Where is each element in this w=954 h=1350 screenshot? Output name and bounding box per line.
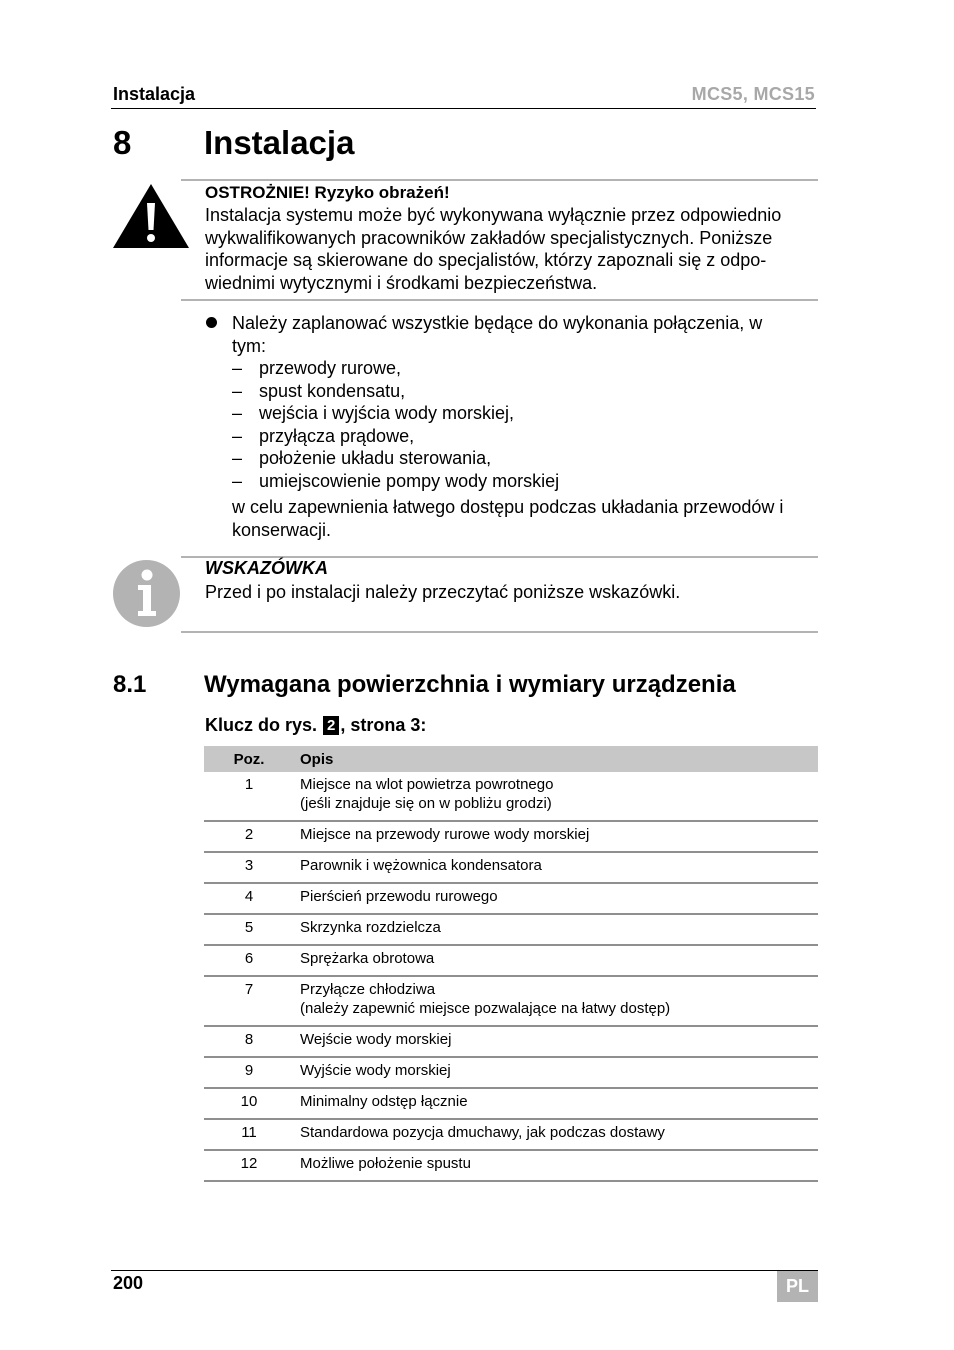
language-badge: PL [777, 1271, 818, 1302]
description-line: Miejsce na wlot powietrza powrotnego [300, 776, 554, 793]
cell-description [294, 772, 818, 821]
cell-description [294, 914, 818, 945]
list-item [232, 470, 559, 493]
cell-description [294, 1150, 818, 1181]
cell-description [294, 852, 818, 883]
cell-description [294, 945, 818, 976]
figure-key-prefix: Klucz do rys. [205, 715, 318, 735]
dash-list [232, 357, 559, 493]
section-title: Instalacja [204, 124, 355, 161]
table-row [204, 1057, 818, 1088]
table-row [204, 1150, 818, 1181]
bullet-line: Należy zaplanować wszystkie będące do wykonania połączenia, w [232, 313, 763, 333]
info-icon [113, 560, 180, 627]
description-line: Przyłącze chłodziwa [300, 981, 436, 998]
table-row [204, 945, 818, 976]
description-line: Wyjście wody morskiej [300, 1062, 451, 1079]
cell-position: 8 [204, 1026, 294, 1057]
cell-position: 11 [204, 1119, 294, 1150]
warning-top-divider [181, 179, 818, 181]
cell-description [294, 1057, 818, 1088]
description-line: Pierścień przewodu rurowego [300, 888, 498, 905]
column-header-position: Poz. [204, 746, 294, 772]
list-item [232, 447, 559, 470]
cell-position: 9 [204, 1057, 294, 1088]
warning-line: Instalacja systemu może być wykonywana wyłącznie przez odpowiednio [205, 205, 782, 225]
table-row [204, 914, 818, 945]
subsection-number: 8.1 [113, 671, 147, 698]
page-number: 200 [113, 1273, 144, 1293]
table-row [204, 821, 818, 852]
table-row [204, 976, 818, 1026]
figure-number-badge: 2 [323, 716, 339, 735]
column-header-description: Opis [294, 746, 818, 772]
list-item [232, 380, 559, 403]
table-row [204, 772, 818, 821]
list-item-text: wejścia i wyjścia wody morskiej, [259, 403, 515, 424]
table-row [204, 1119, 818, 1150]
list-item-text: umiejscowienie pompy wody morskiej [259, 470, 560, 491]
table-row [204, 852, 818, 883]
dash-marker: – [232, 448, 243, 469]
conclusion-line: konserwacji. [232, 519, 332, 540]
header-model-label: MCS5, MCS15 [691, 84, 815, 104]
bullet-conclusion [232, 496, 822, 541]
header-divider [111, 108, 816, 109]
cell-position: 10 [204, 1088, 294, 1119]
warning-title: OSTROŻNIE! Ryzyko obrażeń! [205, 183, 450, 202]
description-line: Standardowa pozycja dmuchawy, jak podczas dostawy [300, 1124, 665, 1141]
cell-position: 3 [204, 852, 294, 883]
conclusion-line: w celu zapewnienia łatwego dostępu podczas układania przewodów i [232, 497, 784, 517]
note-title: WSKAZÓWKA [205, 558, 328, 578]
description-line: Wejście wody morskiej [300, 1031, 452, 1048]
footer-divider [111, 1270, 818, 1271]
dash-marker: – [232, 425, 243, 446]
table-row [204, 1088, 818, 1119]
cell-description [294, 1026, 818, 1057]
list-item [232, 357, 559, 380]
legend-table [204, 746, 818, 1182]
description-line: Możliwe położenie spustu [300, 1155, 471, 1172]
header-section-label: Instalacja [113, 84, 196, 104]
cell-position: 2 [204, 821, 294, 852]
cell-position: 4 [204, 883, 294, 914]
figure-key-suffix: , strona 3: [340, 715, 427, 735]
cell-position: 7 [204, 976, 294, 1026]
note-text: Przed i po instalacji należy przeczytać poniższe wskazówki. [205, 582, 681, 602]
cell-description [294, 821, 818, 852]
note-bottom-divider [181, 631, 818, 633]
bullet-icon [206, 317, 217, 328]
description-line: Skrzynka rozdzielcza [300, 919, 441, 936]
subsection-title: Wymagana powierzchnia i wymiary urządzenia [204, 671, 736, 698]
warning-line: wiednimi wytycznymi i środkami bezpieczeństwa. [205, 272, 598, 293]
table-row [204, 883, 818, 914]
table-header-row [204, 746, 818, 772]
cell-description [294, 976, 818, 1026]
description-line: (jeśli znajduje się on w pobliżu grodzi) [300, 795, 552, 812]
warning-body [205, 204, 820, 294]
list-item [232, 425, 559, 448]
list-item-text: położenie układu sterowania, [259, 448, 492, 469]
list-item-text: spust kondensatu, [259, 380, 406, 401]
warning-triangle-icon [112, 183, 190, 249]
cell-position: 5 [204, 914, 294, 945]
cell-position: 6 [204, 945, 294, 976]
description-line: (należy zapewnić miejsce pozwalające na łatwy dostęp) [300, 1000, 671, 1017]
bullet-line: tym: [232, 335, 266, 356]
dash-marker: – [232, 403, 243, 424]
description-line: Minimalny odstęp łącznie [300, 1093, 468, 1110]
list-item-text: przewody rurowe, [259, 358, 402, 378]
cell-description [294, 883, 818, 914]
dash-marker: – [232, 358, 243, 378]
cell-description [294, 1088, 818, 1119]
section-number: 8 [113, 124, 132, 161]
description-line: Miejsce na przewody rurowe wody morskiej [300, 826, 590, 843]
dash-marker: – [232, 380, 243, 401]
table-row [204, 1026, 818, 1057]
bullet-text [232, 312, 817, 357]
description-line: Parownik i wężownica kondensatora [300, 857, 542, 874]
warning-bottom-divider [181, 299, 818, 301]
warning-line: informacje są skierowane do specjalistów, którzy zapoznali się z odpo- [205, 250, 767, 271]
list-item [232, 402, 559, 425]
cell-position: 1 [204, 772, 294, 821]
cell-description [294, 1119, 818, 1150]
list-item-text: przyłącza prądowe, [259, 425, 415, 446]
figure-key-heading [205, 715, 426, 736]
dash-marker: – [232, 470, 243, 491]
description-line: Sprężarka obrotowa [300, 950, 435, 967]
cell-position: 12 [204, 1150, 294, 1181]
warning-line: wykwalifikowanych pracowników zakładów specjalistycznych. Poniższe [205, 227, 773, 248]
